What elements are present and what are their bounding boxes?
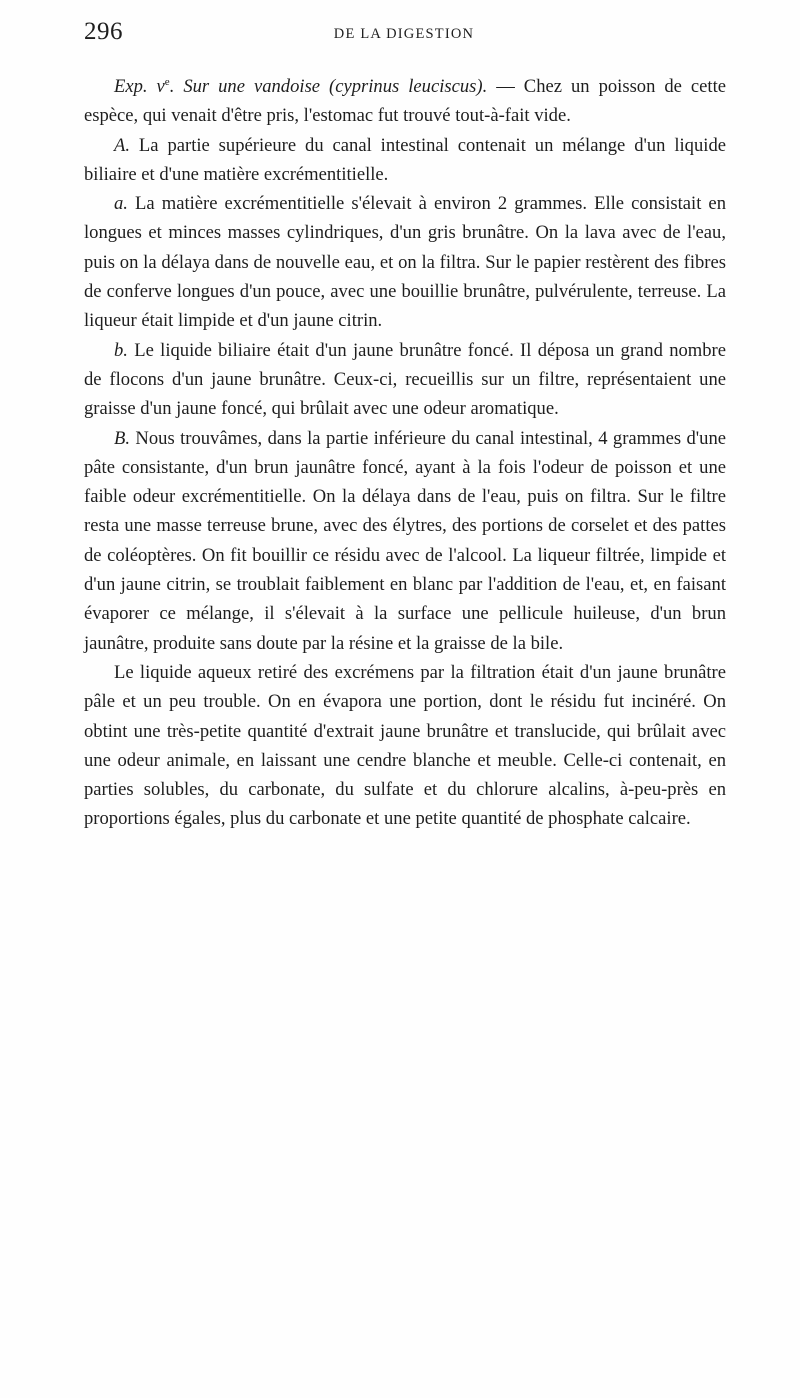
experiment-label: Exp. v [114, 76, 165, 97]
section-label: A. [114, 134, 131, 156]
paragraph-section-A [84, 131, 726, 190]
section-label: B. [114, 427, 131, 449]
paragraph-section-a [84, 189, 726, 335]
experiment-label-superscript: e [164, 75, 170, 88]
paragraph-aqueous-liquid [84, 658, 726, 834]
page-number: 296 [84, 18, 123, 45]
paragraph-text: Le liquide biliaire était d'un jaune brunâtre foncé. Il déposa un grand nombre de flocons d'un jaune brunâtre. Ceux-ci, recueillis sur un filtre, représentaient une graisse d'un jaune foncé, qui brûlait avec une odeur aromatique. [84, 339, 726, 420]
paragraph-text: Le liquide aqueux retiré des excrémens par la filtration était d'un jaune brunâtre pâle et un peu trouble. On en évapora une portion, dont le résidu fut incinéré. On obtint une très-petite quantité d'extrait jaune brunâtre et translucide, qui brûlait avec une odeur animale, en laissant une cendre blanche et meuble. Celle-ci contenait, en parties solubles, du carbonate, du sulfate et du chlorure alcalins, à-peu-près en proportions égales, plus du carbonate et une petite quantité de phosphate calcaire. [84, 661, 726, 830]
paragraph-section-B [84, 424, 726, 658]
paragraph-text: Nous trouvâmes, dans la partie inférieure du canal intestinal, 4 grammes d'une pâte consistante, d'un brun jaunâtre foncé, ayant à la fois l'odeur de poisson et une faible odeur excrémentitielle. On la délaya dans de l'eau, puis on filtra. Sur le filtre resta une masse terreuse brune, avec des élytres, des portions de corselet et des pattes de coléoptères. On fit bouillir ce résidu avec de l'alcool. La liqueur filtrée, limpide et d'un jaune citrin, se troublait faiblement en blanc par l'addition de l'eau, et, en faisant évaporer ce mélange, il s'élevait à la surface une pellicule huileuse, d'un brun jaunâtre, produite sans doute par la résine et la graisse de la bile. [84, 427, 726, 654]
paragraph-experiment-title [84, 72, 726, 131]
paragraph-text: La partie supérieure du canal intestinal contenait un mélange d'un liquide biliaire et d'une matière excrémentitielle. [84, 134, 726, 185]
experiment-subject: . Sur une vandoise (cyprinus leuciscus). [169, 76, 488, 97]
paragraph-section-b [84, 336, 726, 424]
section-label: b. [114, 339, 128, 361]
section-label: a. [114, 193, 128, 215]
paragraph-text: La matière excrémentitielle s'élevait à environ 2 grammes. Elle consistait en longues et minces masses cylindriques, d'un gris brunâtre. On la lava avec de l'eau, puis on la délaya dans de nouvelle eau, et on la filtra. Sur le papier restèrent des fibres de conferve longues d'un pouce, avec une bouillie brunâtre, pulvérulente, terreuse. La liqueur était limpide et d'un jaune citrin. [84, 193, 726, 332]
paragraph-text: — Chez un poisson de cette espèce, qui venait d'être pris, l'estomac fut trouvé tout-à-fait vide. [84, 76, 726, 127]
running-title: DE LA DIGESTION [333, 26, 475, 42]
page-header [84, 18, 724, 54]
body-text [84, 72, 726, 834]
